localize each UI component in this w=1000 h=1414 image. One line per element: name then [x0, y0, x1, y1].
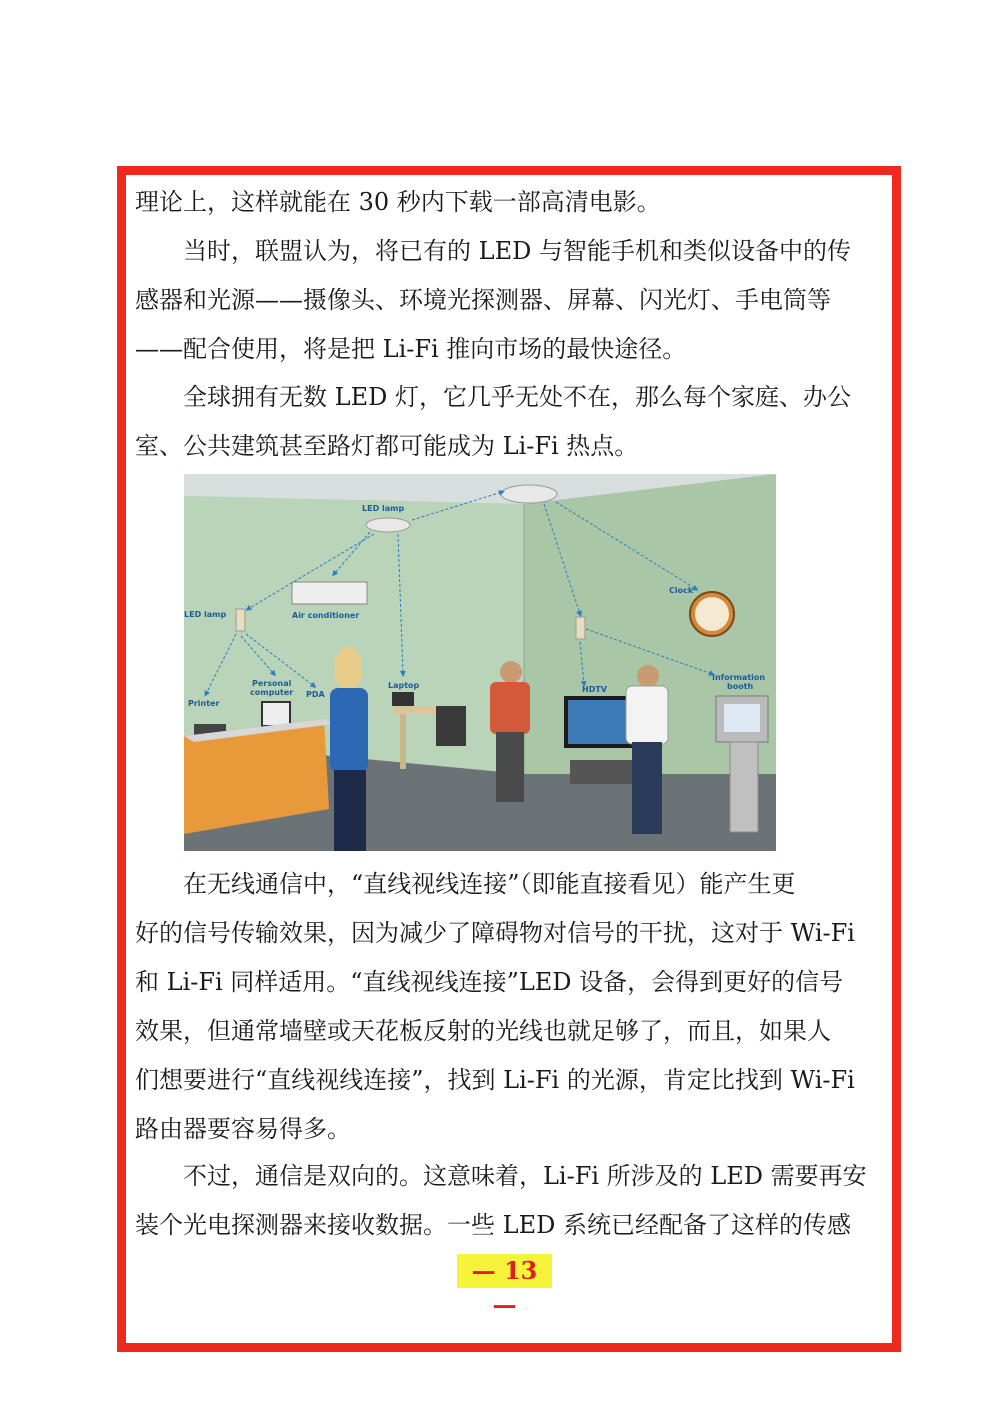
- text-line: 路由器要容易得多。: [135, 1115, 351, 1143]
- paragraph-5: [135, 1152, 865, 1250]
- text-line: 好的信号传输效果，因为减少了障碍物对信号的干扰，这对于 Wi-Fi: [135, 919, 855, 947]
- text-line: 在无线通信中，“直线视线连接”（即能直接看见）能产生更: [135, 870, 796, 898]
- lifi-illustration: [184, 474, 776, 851]
- label-personal-computer-2: computer: [250, 688, 294, 697]
- label-led-lamp-top: LED lamp: [362, 504, 405, 513]
- paragraph-4: [135, 860, 865, 1154]
- page-number: — 13 —: [457, 1254, 552, 1288]
- text-line: 全球拥有无数 LED 灯，它几乎无处不在，那么每个家庭、办公: [135, 383, 851, 411]
- text-line: 室、公共建筑甚至路灯都可能成为 Li-Fi 热点。: [135, 432, 639, 460]
- label-air-conditioner: Air conditioner: [292, 611, 360, 620]
- label-hdtv: HDTV: [582, 685, 607, 694]
- label-printer: Printer: [188, 699, 220, 708]
- room-diagram: [184, 474, 776, 851]
- label-laptop: Laptop: [388, 681, 420, 690]
- label-led-lamp-left: LED lamp: [184, 610, 227, 619]
- text-line: 效果，但通常墙壁或天花板反射的光线也就足够了，而且，如果人: [135, 1017, 831, 1045]
- label-clock: Clock: [669, 586, 694, 595]
- label-personal-computer: Personal: [252, 679, 292, 688]
- text-line: 当时，联盟认为，将已有的 LED 与智能手机和类似设备中的传: [135, 237, 851, 265]
- text-line: 们想要进行“直线视线连接”，找到 Li-Fi 的光源，肯定比找到 Wi-Fi: [135, 1066, 855, 1094]
- label-pda: PDA: [306, 690, 325, 699]
- label-information-booth-2: booth: [727, 682, 754, 691]
- paragraph-3: [135, 373, 865, 471]
- paragraph-2: [135, 227, 865, 374]
- text-line: 理论上，这样就能在 30 秒内下载一部高清电影。: [135, 188, 661, 216]
- text-line: 不过，通信是双向的。这意味着，Li-Fi 所涉及的 LED 需要再安: [135, 1162, 867, 1190]
- text-line: ——配合使用，将是把 Li-Fi 推向市场的最快途径。: [135, 335, 687, 363]
- paragraph-1: [135, 178, 865, 227]
- text-line: 和 Li-Fi 同样适用。“直线视线连接”LED 设备，会得到更好的信号: [135, 968, 844, 996]
- text-line: 装个光电探测器来接收数据。一些 LED 系统已经配备了这样的传感: [135, 1211, 851, 1239]
- text-line: 感器和光源——摄像头、环境光探测器、屏幕、闪光灯、手电筒等: [135, 286, 831, 314]
- label-information-booth: Information: [712, 673, 766, 682]
